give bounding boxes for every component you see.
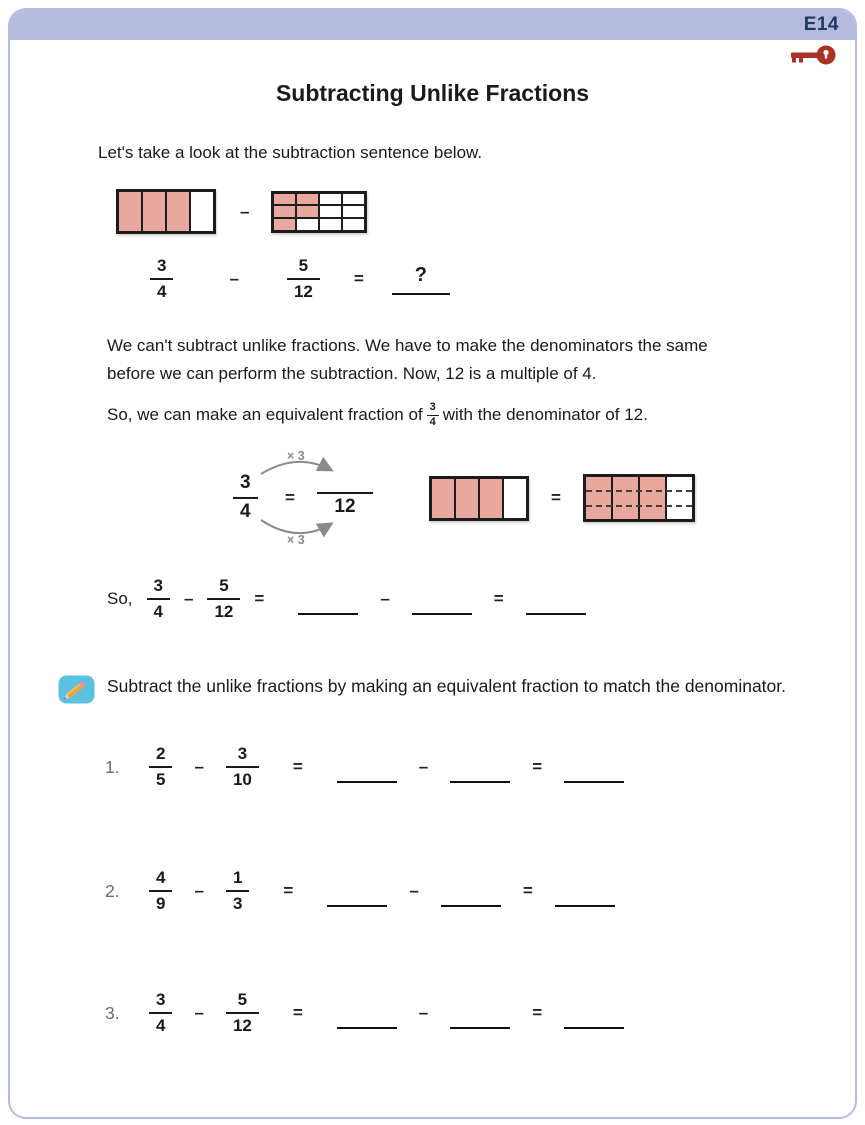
fraction-minuend: $\frac{3}{4}$ [150,256,173,303]
shaded-cell [456,479,478,518]
shaded-cell [274,206,295,217]
equals-sign: = [532,1003,543,1023]
worksheet-page [8,8,857,1119]
fraction-blank-over-twelve: 12 [317,472,373,519]
problem-row-1 [105,738,855,796]
answer-blank [450,781,510,783]
answer-blank [337,1027,397,1029]
empty-cell [320,219,341,230]
answer-blank [450,1027,510,1029]
equals-sign: = [283,881,294,901]
empty-cell [504,479,526,518]
fraction: $\frac{5}{12}$ [226,990,259,1037]
fraction: $\frac{3}{4}$ [149,990,172,1037]
equivalent-fraction-sentence: So, we can make an equivalent fraction of $\frac{3}{4}$ with the denominator of 12. [107,401,648,428]
problem-number: 1. [105,756,120,777]
answer-blank [526,613,586,615]
equals-sign: = [353,269,364,288]
shaded-cell [586,477,611,519]
fraction-subtrahend: $\frac{5}{12}$ [287,256,320,303]
equals-sign: = [292,757,303,777]
minus-sign: – [184,589,194,609]
fraction-three-fourths: $\frac{3}{4}$ [233,472,258,524]
problem-number: 2. [105,880,120,901]
bar-model-three-fourths [429,476,529,521]
empty-cell [343,206,364,217]
answer-blank [392,287,450,295]
empty-cell [191,192,213,231]
fraction: $\frac{2}{5}$ [149,744,172,791]
empty-cell [667,477,692,519]
unknown-answer-slot [392,264,450,295]
equals-sign: = [285,488,295,508]
explanation-line-1: We can't subtract unlike fractions. We have to make the denominators the same [107,336,708,355]
equals-sign: = [532,757,543,777]
page-header-band [10,10,855,40]
shaded-cell [297,206,318,217]
multiplier-bottom-label: × 3 [287,533,305,548]
bar-model-nine-twelfths [583,474,695,522]
fraction: $\frac{1}{3}$ [226,868,249,915]
multiplier-top-label: × 3 [287,449,305,464]
equals-sign: = [254,589,265,609]
equivalence-diagram [225,448,855,548]
fraction: $\frac{3}{10}$ [226,744,259,791]
intro-text: Let's take a look at the subtraction sentence below. [98,143,483,162]
worked-equation-line [107,570,855,628]
empty-cell [343,219,364,230]
shaded-cell [274,194,295,205]
shaded-cell [613,477,638,519]
empty-cell [343,194,364,205]
shaded-cell [480,479,502,518]
shaded-cell [119,192,141,231]
empty-cell [297,219,318,230]
problem-row-3 [105,984,855,1042]
inline-fraction: $\frac{3}{4}$ [427,402,439,428]
answer-blank [337,781,397,783]
minus-sign: – [194,757,204,777]
answer-blank [298,613,358,615]
key-icon [789,43,837,68]
minus-sign: – [418,1003,429,1023]
answer-blank [327,905,387,907]
page-code: E14 [803,14,839,35]
problem-row-2 [105,862,855,920]
answer-blank [441,905,501,907]
exercise-instruction [58,672,855,704]
dashed-divider [586,490,692,492]
page-title: Subtracting Unlike Fractions [275,80,590,106]
grid-model-five-twelfths [271,191,367,233]
minus-sign: – [194,1003,204,1023]
dashed-divider [586,505,692,507]
so-prefix: So, [107,589,133,609]
answer-blank [564,781,624,783]
example-models-row [116,189,855,234]
shaded-cell [167,192,189,231]
answer-blank [555,905,615,907]
fraction: $\frac{5}{12}$ [207,576,240,623]
fraction: $\frac{4}{9}$ [149,868,172,915]
equals-sign: = [493,589,504,609]
equals-sign: = [292,1003,303,1023]
shaded-cell [297,194,318,205]
question-mark: ? [414,263,427,286]
pencil-icon [58,675,95,704]
minus-sign: – [380,589,390,609]
minus-sign: – [240,201,250,221]
minus-sign: – [418,757,429,777]
empty-cell [320,194,341,205]
instruction-text: Subtract the unlike fractions by making an equivalent fraction to match the denominator. [107,676,786,697]
answer-blank [412,613,472,615]
equals-sign: = [551,488,561,508]
explanation-line-2: before we can perform the subtraction. Now, 12 is a multiple of 4. [107,364,597,383]
shaded-cell [432,479,454,518]
empty-cell [320,206,341,217]
problem-number: 3. [105,1002,120,1023]
answer-key-row [10,40,855,68]
minus-sign: – [229,269,239,288]
answer-blank [564,1027,624,1029]
shaded-cell [143,192,165,231]
example-sentence [150,250,855,308]
shaded-cell [274,219,295,230]
bar-model-three-fourths [116,189,216,234]
minus-sign: – [194,881,204,901]
explanation-paragraph [107,332,855,388]
fraction: $\frac{3}{4}$ [147,576,170,623]
equivalence-fractions [225,448,393,548]
shaded-cell [640,477,665,519]
minus-sign: – [409,881,419,901]
equals-sign: = [522,881,533,901]
